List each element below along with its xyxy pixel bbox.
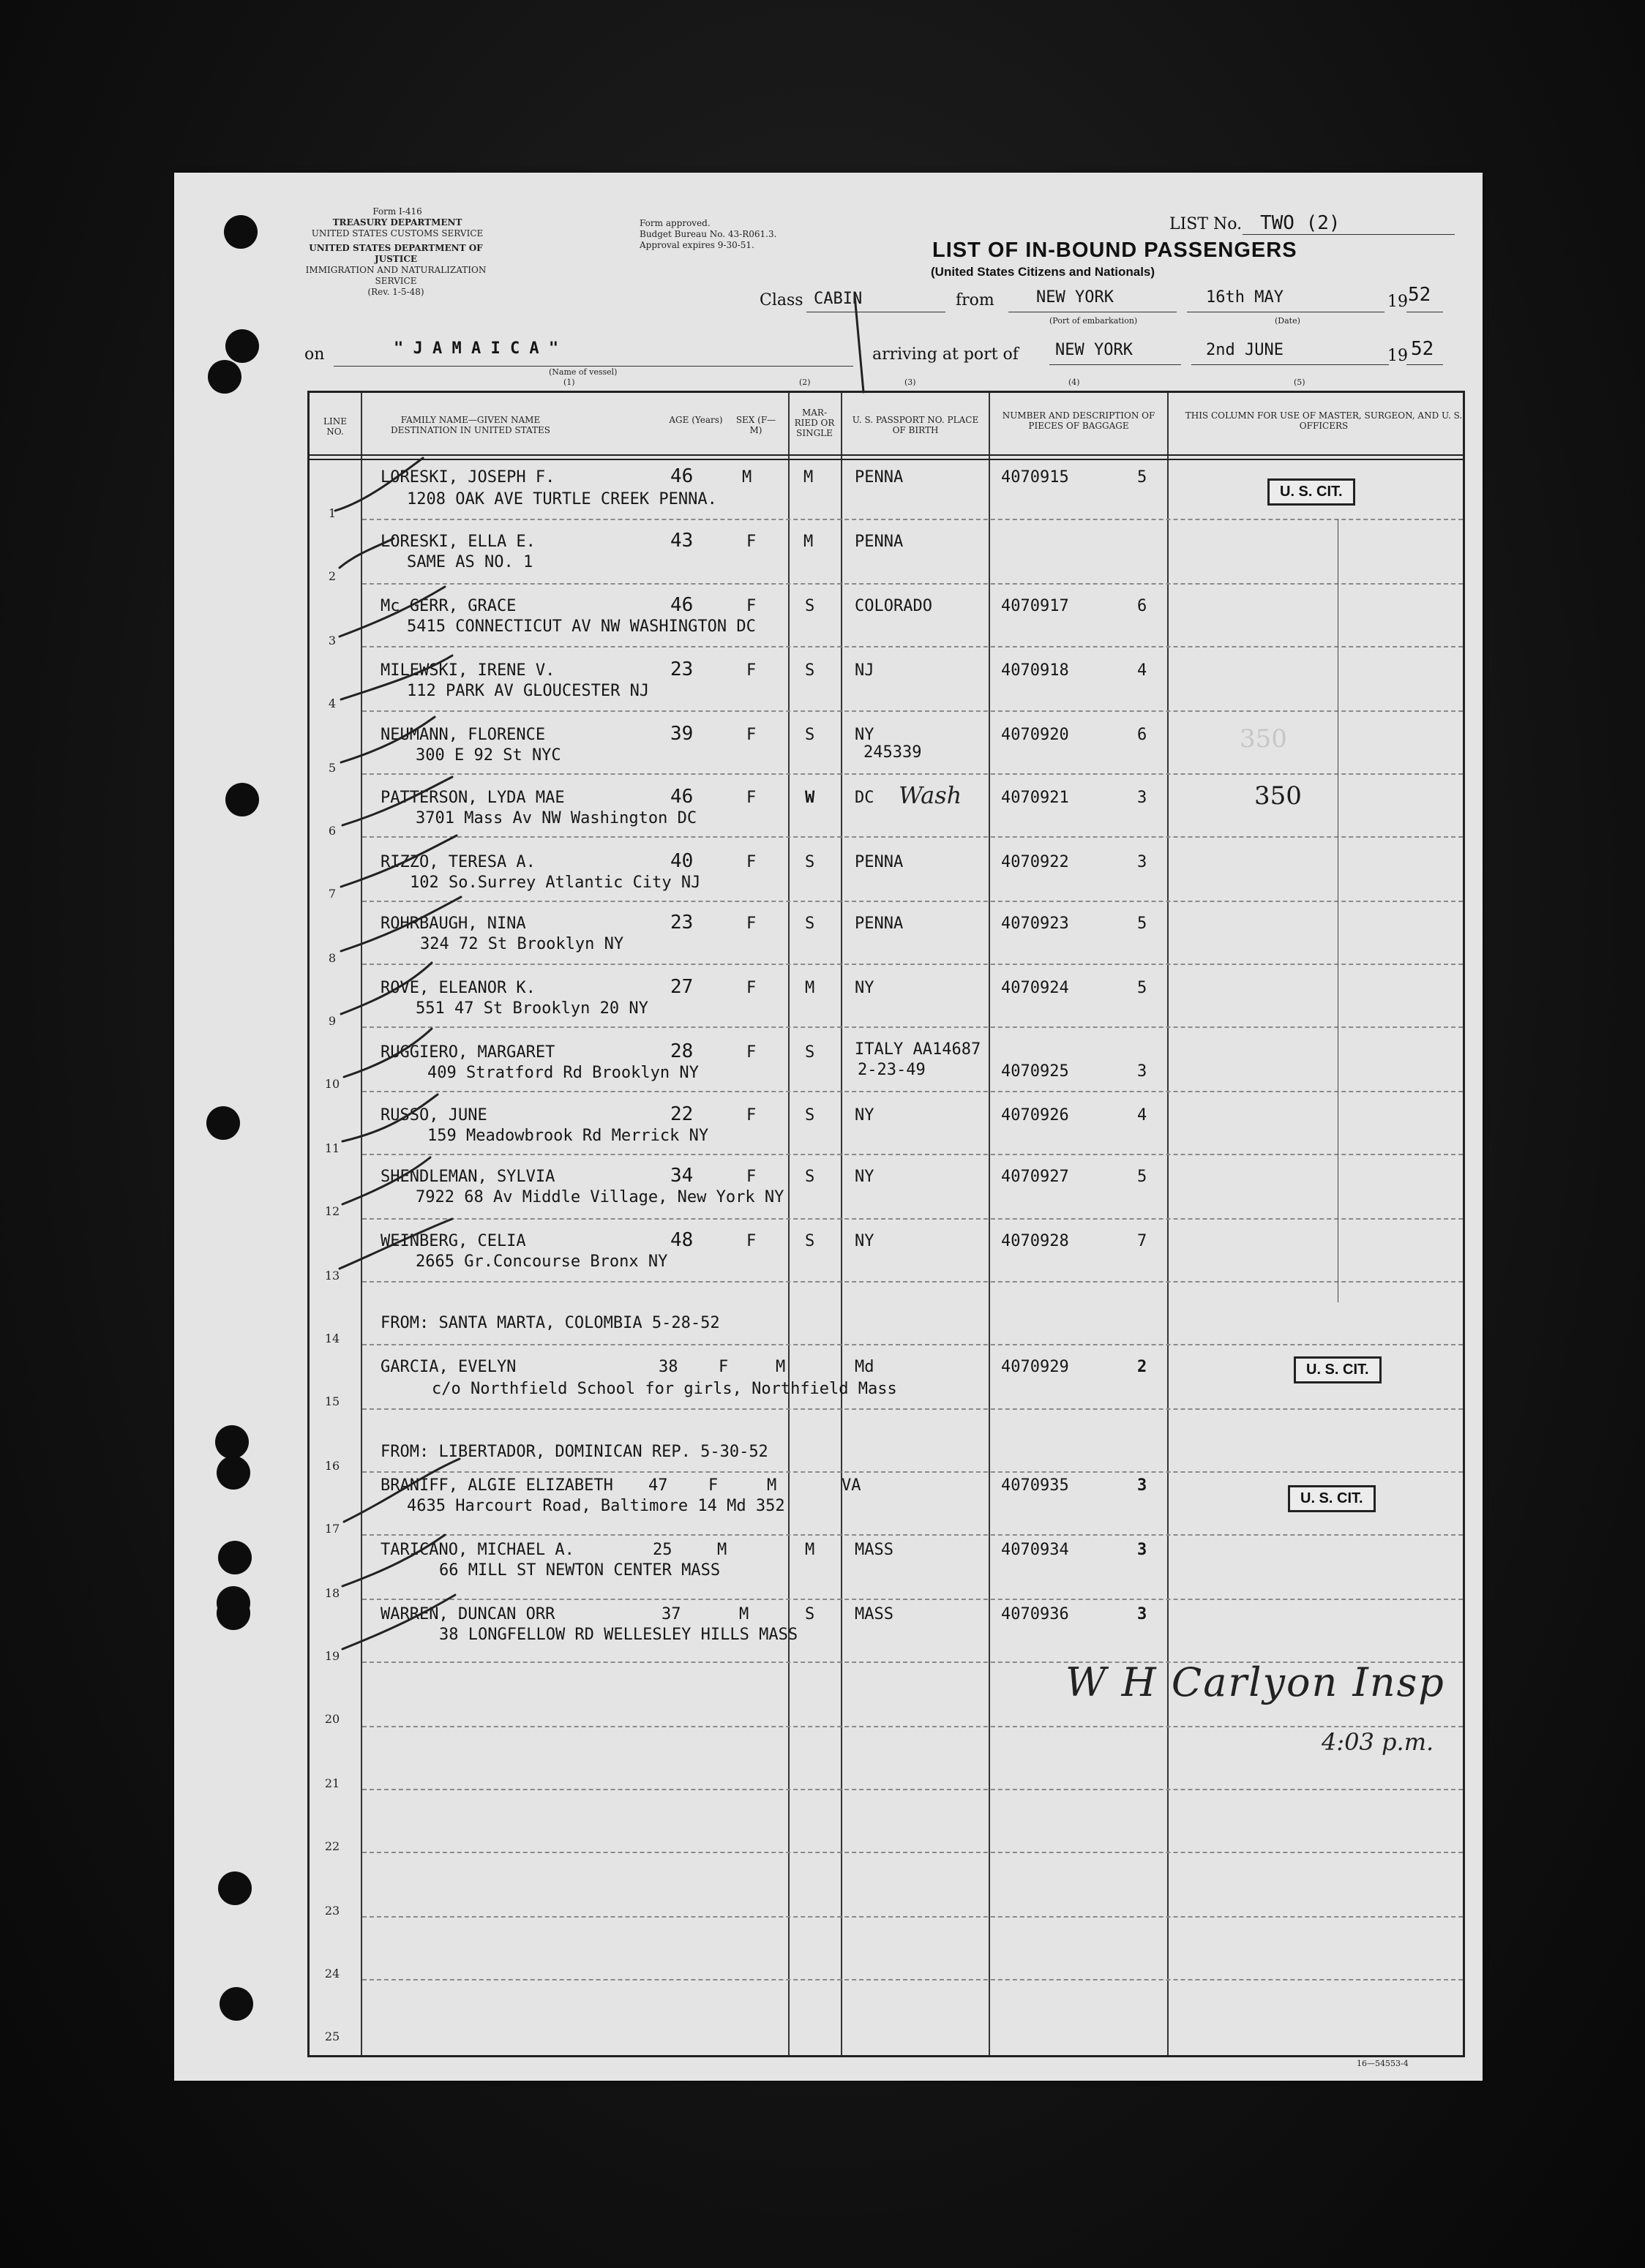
- col-num-5: (5): [1294, 378, 1305, 387]
- baggage-pieces: 5: [1137, 1168, 1147, 1186]
- passenger-name: Mc GERR, GRACE: [381, 597, 517, 615]
- page-title: LIST OF IN-BOUND PASSENGERS: [932, 239, 1297, 262]
- list-no-label: LIST No.: [1169, 215, 1243, 233]
- passenger-birthplace: NY: [855, 1168, 874, 1186]
- baggage-ticket: 4070921: [1001, 789, 1069, 807]
- baggage-ticket: 4070917: [1001, 597, 1069, 615]
- col-divider: [1167, 393, 1169, 2055]
- col-num-1: (1): [563, 378, 575, 387]
- vessel-underline: [334, 366, 853, 367]
- passenger-age: 25: [653, 1541, 672, 1559]
- passenger-age: 43: [670, 530, 694, 552]
- header-rule-2: [310, 459, 1463, 460]
- passenger-birthplace: PENNA: [855, 468, 904, 487]
- passenger-marital: S: [805, 661, 815, 680]
- passenger-marital: S: [805, 1106, 815, 1124]
- baggage-pieces: 6: [1137, 726, 1147, 744]
- passenger-destination: 409 Stratford Rd Brooklyn NY: [427, 1064, 699, 1082]
- col-head-age: AGE (Years): [669, 415, 723, 425]
- from-port: NEW YORK: [1036, 288, 1114, 307]
- passenger-birthplace: DC: [855, 789, 874, 807]
- col-head-sex: SEX (F—M): [735, 415, 776, 435]
- passenger-age: 40: [670, 850, 694, 872]
- punch-hole: [208, 360, 241, 394]
- passenger-name: SHENDLEMAN, SYLVIA: [381, 1168, 555, 1186]
- passenger-age: 39: [670, 723, 694, 745]
- line-number: 25: [324, 2029, 340, 2043]
- passenger-birthplace: MASS: [855, 1605, 893, 1623]
- passenger-name: LORESKI, JOSEPH F.: [381, 468, 555, 487]
- arrival-port-underline: [1049, 364, 1181, 365]
- line-number: 15: [324, 1394, 340, 1408]
- passenger-sex: F: [746, 1232, 757, 1250]
- passport-date: 2-23-49: [858, 1061, 926, 1079]
- line-number: 12: [324, 1204, 340, 1218]
- treasury-dept: TREASURY DEPARTMENT: [332, 217, 462, 228]
- punch-hole: [218, 1541, 252, 1574]
- row-divider: [362, 901, 1463, 902]
- passenger-age: 38: [659, 1358, 678, 1376]
- port-caption: (Port of embarkation): [1049, 316, 1138, 326]
- passenger-birthplace: NJ: [855, 661, 874, 680]
- line-number: 22: [324, 1839, 340, 1853]
- baggage-ticket: 4070922: [1001, 853, 1069, 871]
- passenger-birthplace: NY: [855, 1106, 874, 1124]
- line-number: 4: [328, 696, 337, 710]
- passenger-name: LORESKI, ELLA E.: [381, 533, 536, 551]
- passenger-birthplace: PENNA: [855, 915, 904, 933]
- passenger-destination: 3701 Mass Av NW Washington DC: [416, 809, 697, 827]
- passenger-table: [307, 391, 1465, 2057]
- baggage-pieces: 7: [1137, 1232, 1147, 1250]
- row-divider: [362, 1218, 1463, 1220]
- passenger-sex: F: [746, 979, 757, 997]
- col-head-line: LINE NO.: [323, 416, 347, 437]
- row-divider: [362, 1916, 1463, 1918]
- line-number: 20: [324, 1712, 340, 1726]
- row-divider: [362, 1726, 1463, 1727]
- us-cit-stamp: U. S. CIT.: [1267, 478, 1355, 506]
- baggage-ticket: 4070935: [1001, 1476, 1069, 1495]
- passenger-marital: S: [805, 1605, 815, 1623]
- baggage-pieces: 5: [1137, 979, 1147, 997]
- passenger-age: 46: [670, 786, 694, 808]
- line-number: 18: [324, 1586, 340, 1600]
- handwritten-350: 350: [1254, 781, 1302, 811]
- passenger-destination: 5415 CONNECTICUT AV NW WASHINGTON DC: [407, 617, 756, 636]
- baggage-ticket: 4070928: [1001, 1232, 1069, 1250]
- passenger-age: 34: [670, 1165, 694, 1187]
- passenger-destination: 159 Meadowbrook Rd Merrick NY: [427, 1127, 709, 1145]
- passport-number: 245339: [863, 743, 922, 762]
- baggage-ticket: 4070936: [1001, 1605, 1069, 1623]
- row-divider: [362, 1154, 1463, 1155]
- class-label: Class: [760, 291, 803, 309]
- baggage-pieces: 6: [1137, 597, 1147, 615]
- passenger-birthplace: Md: [855, 1358, 874, 1376]
- baggage-ticket: 4070927: [1001, 1168, 1069, 1186]
- punch-hole: [225, 329, 259, 363]
- passenger-name: ROVE, ELEANOR K.: [381, 979, 536, 997]
- row-divider: [362, 1091, 1463, 1092]
- passenger-birthplace: NY: [855, 726, 874, 744]
- row-divider: [362, 1471, 1463, 1473]
- section-heading: FROM: SANTA MARTA, COLOMBIA 5-28-52: [381, 1314, 720, 1332]
- passenger-birthplace: PENNA: [855, 533, 904, 551]
- col-head-passport: U. S. PASSPORT NO. PLACE OF BIRTH: [852, 415, 979, 435]
- line-number: 24: [324, 1967, 340, 1980]
- passenger-sex: F: [746, 1106, 757, 1124]
- vessel-caption: (Name of vessel): [549, 367, 618, 377]
- passenger-birthplace: NY: [855, 1232, 874, 1250]
- col-divider: [788, 393, 790, 2055]
- passenger-destination: 112 PARK AV GLOUCESTER NJ: [407, 682, 650, 700]
- form-revision: (Rev. 1-5-48): [367, 287, 424, 297]
- row-divider: [362, 583, 1463, 585]
- passenger-name: BRANIFF, ALGIE ELIZABETH: [381, 1476, 613, 1495]
- baggage-ticket: 4070915: [1001, 468, 1069, 487]
- passenger-sex: F: [746, 726, 757, 744]
- passenger-birthplace: NY: [855, 979, 874, 997]
- customs-service: UNITED STATES CUSTOMS SERVICE: [311, 228, 484, 239]
- line-number: 23: [324, 1904, 340, 1918]
- passenger-birthplace: ITALY AA14687: [855, 1040, 981, 1059]
- passenger-sex: F: [746, 597, 757, 615]
- passenger-name: RIZZO, TERESA A.: [381, 853, 536, 871]
- row-divider: [362, 1281, 1463, 1283]
- page-subtitle: (United States Citizens and Nationals): [931, 265, 1155, 279]
- passenger-sex: F: [746, 533, 757, 551]
- col-head-baggage: NUMBER AND DESCRIPTION OF PIECES OF BAGGAGE: [1002, 410, 1155, 431]
- baggage-pieces: 3: [1137, 1476, 1147, 1495]
- line-number: 16: [324, 1459, 340, 1473]
- baggage-pieces: 3: [1137, 1541, 1147, 1559]
- passenger-marital: M: [776, 1358, 786, 1376]
- passenger-destination: 1208 OAK AVE TURTLE CREEK PENNA.: [407, 490, 717, 508]
- form-agency-block: [299, 206, 496, 239]
- passenger-marital: M: [803, 533, 814, 551]
- footer-print-code: 16—54553-4: [1357, 2059, 1409, 2068]
- col-divider: [989, 393, 990, 2055]
- punch-hole: [215, 1425, 249, 1459]
- col-head-name: FAMILY NAME—GIVEN NAME DESTINATION IN UNITED STATES: [391, 415, 550, 435]
- form-approved: Form approved.: [640, 218, 711, 228]
- arriving-label: arriving at port of: [872, 345, 1019, 364]
- passenger-marital: W: [805, 789, 815, 807]
- header-rule: [310, 454, 1463, 456]
- approval-expires: Approval expires 9-30-51.: [640, 240, 754, 250]
- baggage-ticket: 4070923: [1001, 915, 1069, 933]
- passenger-name: WEINBERG, CELIA: [381, 1232, 526, 1250]
- us-cit-stamp: U. S. CIT.: [1288, 1485, 1376, 1512]
- col-num-4: (4): [1068, 378, 1080, 387]
- year-prefix-2: 19: [1387, 347, 1408, 365]
- passenger-sex: M: [717, 1541, 727, 1559]
- class-value: CABIN: [814, 290, 863, 308]
- row-divider: [362, 646, 1463, 647]
- baggage-ticket: 4070929: [1001, 1358, 1069, 1376]
- inspection-time: 4:03 p.m.: [1322, 1728, 1434, 1756]
- year-1: 52: [1408, 284, 1431, 306]
- year-2: 52: [1411, 338, 1434, 360]
- line-number: 19: [324, 1649, 340, 1663]
- passenger-age: 23: [670, 912, 694, 934]
- baggage-pieces: 5: [1137, 915, 1147, 933]
- line-number: 7: [328, 887, 337, 901]
- baggage-ticket: 4070924: [1001, 979, 1069, 997]
- passenger-marital: S: [805, 1168, 815, 1186]
- line-number: 3: [328, 634, 337, 647]
- passenger-destination: 2665 Gr.Concourse Bronx NY: [416, 1253, 668, 1271]
- check-mark: [855, 296, 863, 392]
- row-divider: [362, 1979, 1463, 1980]
- passenger-marital: M: [767, 1476, 777, 1495]
- line-number: 13: [324, 1269, 340, 1283]
- passenger-age: 27: [670, 976, 694, 998]
- baggage-ticket: 4070926: [1001, 1106, 1069, 1124]
- passenger-marital: S: [805, 597, 815, 615]
- approval-block: [640, 218, 801, 251]
- passenger-age: 48: [670, 1229, 694, 1251]
- passenger-marital: M: [803, 468, 814, 487]
- passenger-sex: F: [719, 1358, 729, 1376]
- passenger-age: 46: [670, 594, 694, 616]
- baggage-pieces: 3: [1137, 853, 1147, 871]
- passenger-sex: F: [746, 915, 757, 933]
- passenger-age: 28: [670, 1040, 694, 1062]
- col-num-3: (3): [904, 378, 916, 387]
- passenger-destination: 102 So.Surrey Atlantic City NJ: [410, 874, 701, 892]
- passenger-marital: M: [805, 1541, 815, 1559]
- passenger-marital: S: [805, 853, 815, 871]
- baggage-pieces: 4: [1137, 661, 1147, 680]
- on-label: on: [304, 345, 325, 364]
- passenger-birthplace: COLORADO: [855, 597, 932, 615]
- passenger-age: 37: [662, 1605, 681, 1623]
- row-divider: [362, 710, 1463, 712]
- date-caption: (Date): [1275, 316, 1300, 326]
- passenger-age: 22: [670, 1103, 694, 1125]
- line-number: 8: [328, 951, 337, 965]
- passenger-marital: M: [805, 979, 815, 997]
- row-divider: [362, 1789, 1463, 1790]
- line-number: 5: [328, 761, 337, 775]
- passenger-name: RUGGIERO, MARGARET: [381, 1043, 555, 1062]
- line-number: 10: [324, 1077, 340, 1091]
- passenger-sex: F: [746, 853, 757, 871]
- vessel-name: " J A M A I C A ": [394, 339, 559, 358]
- passenger-sex: F: [746, 789, 757, 807]
- row-divider: [362, 1408, 1463, 1410]
- form-number: Form I-416: [372, 206, 422, 217]
- row-divider: [362, 964, 1463, 965]
- baggage-pieces: 5: [1137, 468, 1147, 487]
- us-cit-stamp: U. S. CIT.: [1294, 1356, 1382, 1383]
- passenger-sex: F: [708, 1476, 719, 1495]
- passenger-destination: 4635 Harcourt Road, Baltimore 14 Md 352: [407, 1497, 785, 1515]
- passenger-name: RUSSO, JUNE: [381, 1106, 487, 1124]
- baggage-pieces: 3: [1137, 789, 1147, 807]
- baggage-ticket: 4070920: [1001, 726, 1069, 744]
- passenger-sex: M: [742, 468, 752, 487]
- passenger-age: 47: [648, 1476, 668, 1495]
- year-2-underline: [1406, 364, 1443, 365]
- punch-hole: [225, 783, 259, 816]
- baggage-pieces: 4: [1137, 1106, 1147, 1124]
- handwritten-wash: Wash: [899, 781, 962, 809]
- punch-hole: [218, 1871, 252, 1905]
- line-number: 6: [328, 824, 337, 838]
- justice-block: [297, 243, 495, 298]
- passenger-birthplace: VA: [842, 1476, 861, 1495]
- passenger-destination: 7922 68 Av Middle Village, New York NY: [416, 1188, 784, 1206]
- passenger-name: PATTERSON, LYDA MAE: [381, 789, 565, 807]
- passenger-birthplace: MASS: [855, 1541, 893, 1559]
- passenger-sex: M: [739, 1605, 749, 1623]
- from-label: from: [956, 291, 994, 309]
- row-divider: [362, 1026, 1463, 1028]
- passenger-name: GARCIA, EVELYN: [381, 1358, 517, 1376]
- col-head-married: MAR- RIED OR SINGLE: [794, 408, 835, 438]
- passenger-destination: 551 47 St Brooklyn 20 NY: [416, 999, 648, 1018]
- col-head-officers: THIS COLUMN FOR USE OF MASTER, SURGEON, AND U. S. OFFICERS: [1185, 410, 1463, 431]
- punch-hole: [206, 1106, 240, 1140]
- baggage-pieces: 2: [1137, 1358, 1147, 1376]
- col-divider: [841, 393, 842, 2055]
- passenger-name: ROHRBAUGH, NINA: [381, 915, 526, 933]
- passenger-destination: SAME AS NO. 1: [407, 553, 533, 571]
- passenger-name: NEUMANN, FLORENCE: [381, 726, 546, 744]
- faded-number-350: 350: [1240, 724, 1287, 754]
- passenger-destination: 66 MILL ST NEWTON CENTER MASS: [439, 1561, 721, 1580]
- passenger-destination: 300 E 92 St NYC: [416, 746, 561, 765]
- list-no-underline: [1243, 234, 1455, 235]
- passenger-name: MILEWSKI, IRENE V.: [381, 661, 555, 680]
- punch-hole: [217, 1596, 250, 1630]
- baggage-ticket: 4070934: [1001, 1541, 1069, 1559]
- budget-bureau: Budget Bureau No. 43-R061.3.: [640, 229, 777, 239]
- line-number: 17: [324, 1522, 340, 1536]
- arrival-port: NEW YORK: [1055, 341, 1133, 359]
- line-number: 2: [328, 569, 337, 583]
- col-divider: [361, 393, 362, 2055]
- passenger-marital: S: [805, 1232, 815, 1250]
- year-prefix-1: 19: [1387, 293, 1408, 311]
- list-no-value: TWO (2): [1260, 212, 1341, 234]
- passenger-marital: S: [805, 726, 815, 744]
- passenger-marital: S: [805, 915, 815, 933]
- baggage-ticket: 4070918: [1001, 661, 1069, 680]
- passenger-name: WARREN, DUNCAN ORR: [381, 1605, 555, 1623]
- line-number: 21: [324, 1776, 340, 1790]
- col-num-2: (2): [799, 378, 811, 387]
- passenger-age: 23: [670, 658, 694, 680]
- passenger-destination: 38 LONGFELLOW RD WELLESLEY HILLS MASS: [439, 1626, 798, 1644]
- justice-dept: UNITED STATES DEPARTMENT OF JUSTICE: [309, 243, 483, 264]
- document-page: [174, 173, 1483, 2081]
- inspector-signature: W H Carlyon Insp: [1065, 1659, 1445, 1705]
- ins-service: IMMIGRATION AND NATURALIZATION SERVICE: [305, 265, 487, 286]
- line-number: 14: [324, 1332, 340, 1345]
- row-divider: [362, 773, 1463, 775]
- passenger-sex: F: [746, 1043, 757, 1062]
- passenger-destination: 324 72 St Brooklyn NY: [420, 935, 624, 953]
- line-number: 9: [328, 1014, 337, 1028]
- from-date: 16th MAY: [1206, 288, 1284, 307]
- baggage-ticket: 4070925: [1001, 1062, 1069, 1081]
- passenger-sex: F: [746, 1168, 757, 1186]
- punch-hole: [224, 215, 258, 249]
- passenger-sex: F: [746, 661, 757, 680]
- row-divider: [362, 1344, 1463, 1345]
- baggage-pieces: 3: [1137, 1605, 1147, 1623]
- row-divider: [362, 1852, 1463, 1853]
- row-divider: [362, 836, 1463, 838]
- line-number: 11: [324, 1141, 340, 1155]
- arrival-date-underline: [1191, 364, 1389, 365]
- row-divider: [362, 1534, 1463, 1536]
- punch-hole: [217, 1456, 250, 1490]
- baggage-pieces: 3: [1137, 1062, 1147, 1081]
- row-divider: [362, 519, 1463, 520]
- passenger-marital: S: [805, 1043, 815, 1062]
- section-heading: FROM: LIBERTADOR, DOMINICAN REP. 5-30-52: [381, 1443, 768, 1461]
- passenger-age: 46: [670, 465, 694, 487]
- row-divider: [362, 1599, 1463, 1600]
- passenger-birthplace: PENNA: [855, 853, 904, 871]
- line-number: 1: [328, 506, 337, 520]
- arrival-date: 2nd JUNE: [1206, 341, 1284, 359]
- passenger-name: TARICANO, MICHAEL A.: [381, 1541, 574, 1559]
- punch-hole: [220, 1987, 253, 2021]
- passenger-destination: c/o Northfield School for girls, Northfield Mass: [432, 1380, 897, 1398]
